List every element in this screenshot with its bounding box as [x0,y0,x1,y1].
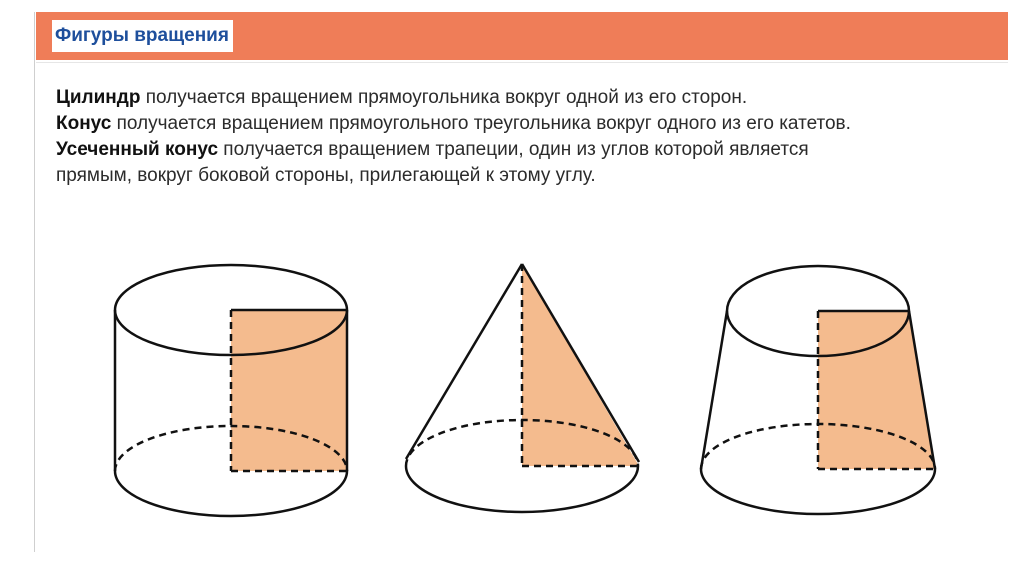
cone-base-front [406,466,638,512]
term-frustum: Усеченный конус [56,139,219,160]
term-cylinder: Цилиндр [56,87,141,108]
cone-figure [406,264,639,512]
frustum-left-side [701,311,727,469]
definition-cone-text: получается вращением прямоугольного треугольника вокруг одного из его катетов. [111,113,851,134]
frustum-figure [701,266,935,514]
frustum-bottom-front [701,469,935,514]
definition-frustum-continuation: прямым, вокруг боковой стороны, прилегающей к этому углу. [56,165,596,186]
definition-frustum-text: получается вращением трапеции, один из углов которой является [218,139,809,160]
term-cone: Конус [56,113,112,134]
page-title: Фигуры вращения [52,20,233,52]
frustum-trapezoid [818,311,935,469]
cylinder-figure [115,265,347,516]
definition-cylinder-text: получается вращением прямоугольника вокруг одной из его сторон. [140,87,748,108]
cylinder-bottom-front [115,471,347,516]
cone-left-side [406,264,522,459]
